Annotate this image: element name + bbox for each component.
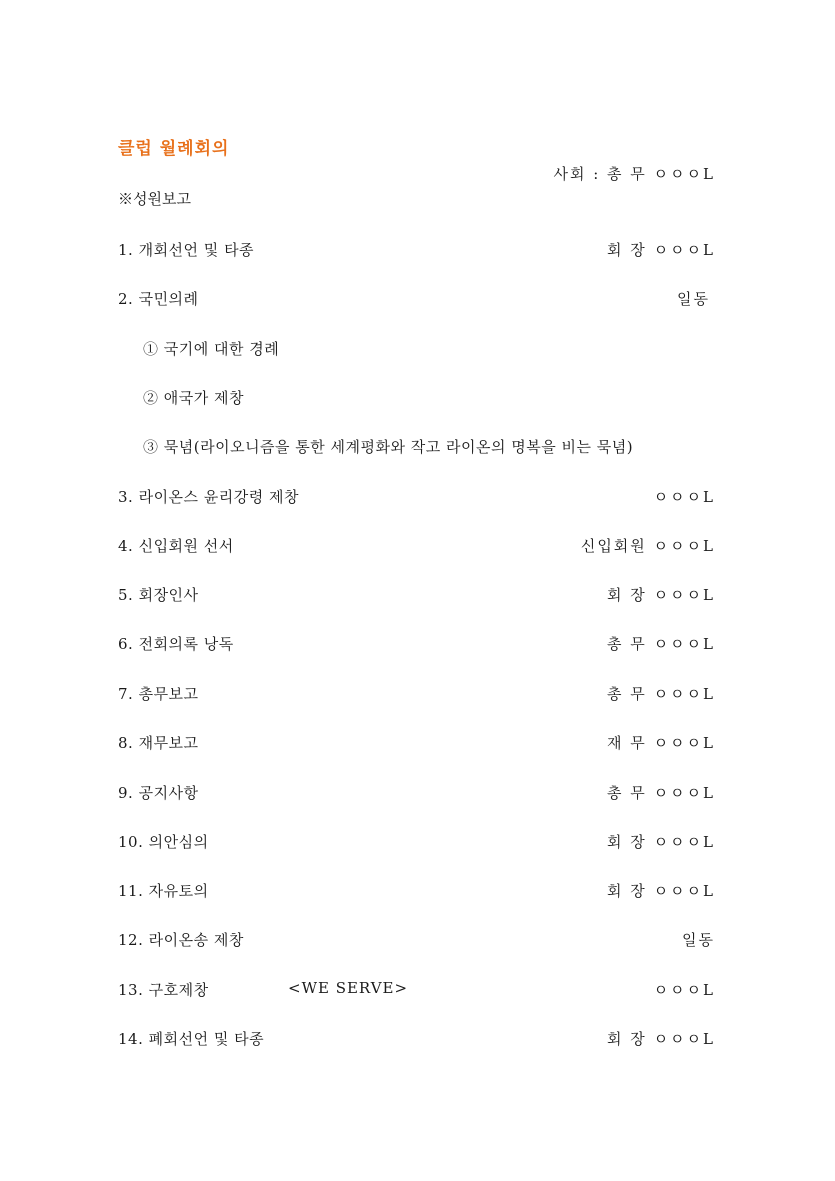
agenda-item-label: 1. 개회선언 및 타종: [118, 241, 255, 259]
agenda-subitem-label: ② 애국가 제창: [143, 389, 244, 407]
agenda-subitem: [143, 387, 715, 409]
agenda-item-label: 7. 총무보고: [118, 685, 199, 703]
agenda-item-label: 2. 국민의례: [118, 290, 199, 308]
agenda-item-responsible: 총 무 ㅇㅇㅇL: [607, 635, 715, 653]
motto-text: <WE SERVE>: [288, 979, 409, 997]
agenda-item-label: 13. 구호제창: [118, 981, 209, 999]
agenda-item-responsible: 재 무 ㅇㅇㅇL: [607, 734, 715, 752]
agenda-subitem-label: ③ 묵념(라이오니즘을 통한 세계평화와 작고 라이온의 명복을 비는 묵념): [143, 438, 634, 456]
agenda-item-responsible: 회 장 ㅇㅇㅇL: [607, 882, 715, 900]
agenda-item-responsible: ㅇㅇㅇL: [653, 981, 715, 999]
agenda-subitem: [143, 436, 715, 458]
agenda-item-responsible: 신입회원 ㅇㅇㅇL: [580, 537, 715, 555]
agenda-item: [118, 584, 715, 606]
agenda-item: [118, 535, 715, 557]
agenda-item-label: 9. 공지사항: [118, 784, 199, 802]
agenda-item-responsible: 회 장 ㅇㅇㅇL: [607, 833, 715, 851]
agenda-item-label: 3. 라이온스 윤리강령 제창: [118, 488, 300, 506]
agenda-item-label: 6. 전회의록 낭독: [118, 635, 234, 653]
agenda-item: [118, 1028, 715, 1050]
agenda-item-responsible: 회 장 ㅇㅇㅇL: [607, 586, 715, 604]
agenda-item: [118, 288, 715, 310]
agenda-item: [118, 683, 715, 705]
agenda-subitem: [143, 338, 715, 360]
agenda-item: [118, 880, 715, 902]
agenda-item-label: 10. 의안심의: [118, 833, 209, 851]
agenda-item-responsible: 총 무 ㅇㅇㅇL: [607, 685, 715, 703]
agenda-item-label: 14. 폐회선언 및 타종: [118, 1030, 265, 1048]
agenda-item-responsible: 회 장 ㅇㅇㅇL: [607, 1030, 715, 1048]
agenda-item-responsible: 총 무 ㅇㅇㅇL: [607, 784, 715, 802]
document-title: 클럽 월례회의: [118, 139, 230, 159]
agenda-item-label: 5. 회장인사: [118, 586, 199, 604]
agenda-item-responsible: 일동: [677, 290, 710, 308]
agenda-item-responsible: 회 장 ㅇㅇㅇL: [607, 241, 715, 259]
agenda-item: [118, 732, 715, 754]
agenda-item-label: 11. 자유토의: [118, 882, 209, 900]
agenda-item-responsible: ㅇㅇㅇL: [653, 488, 715, 506]
agenda-item-label: 12. 라이온송 제창: [118, 931, 244, 949]
agenda-item: [118, 831, 715, 853]
agenda-item: [118, 239, 715, 261]
moderator-line: 사회 : 총 무 ㅇㅇㅇL: [553, 165, 715, 183]
agenda-subitem-label: ① 국기에 대한 경례: [143, 340, 280, 358]
agenda-item: [118, 929, 715, 951]
agenda-item: [118, 782, 715, 804]
agenda-item-label: 8. 재무보고: [118, 734, 199, 752]
quorum-report-heading: ※성원보고: [118, 190, 191, 208]
agenda-item: [118, 633, 715, 655]
agenda-item-label: 4. 신입회원 선서: [118, 537, 234, 555]
agenda-item: [118, 979, 715, 1001]
agenda-item-responsible: 일동: [682, 931, 715, 949]
agenda-item: [118, 486, 715, 508]
